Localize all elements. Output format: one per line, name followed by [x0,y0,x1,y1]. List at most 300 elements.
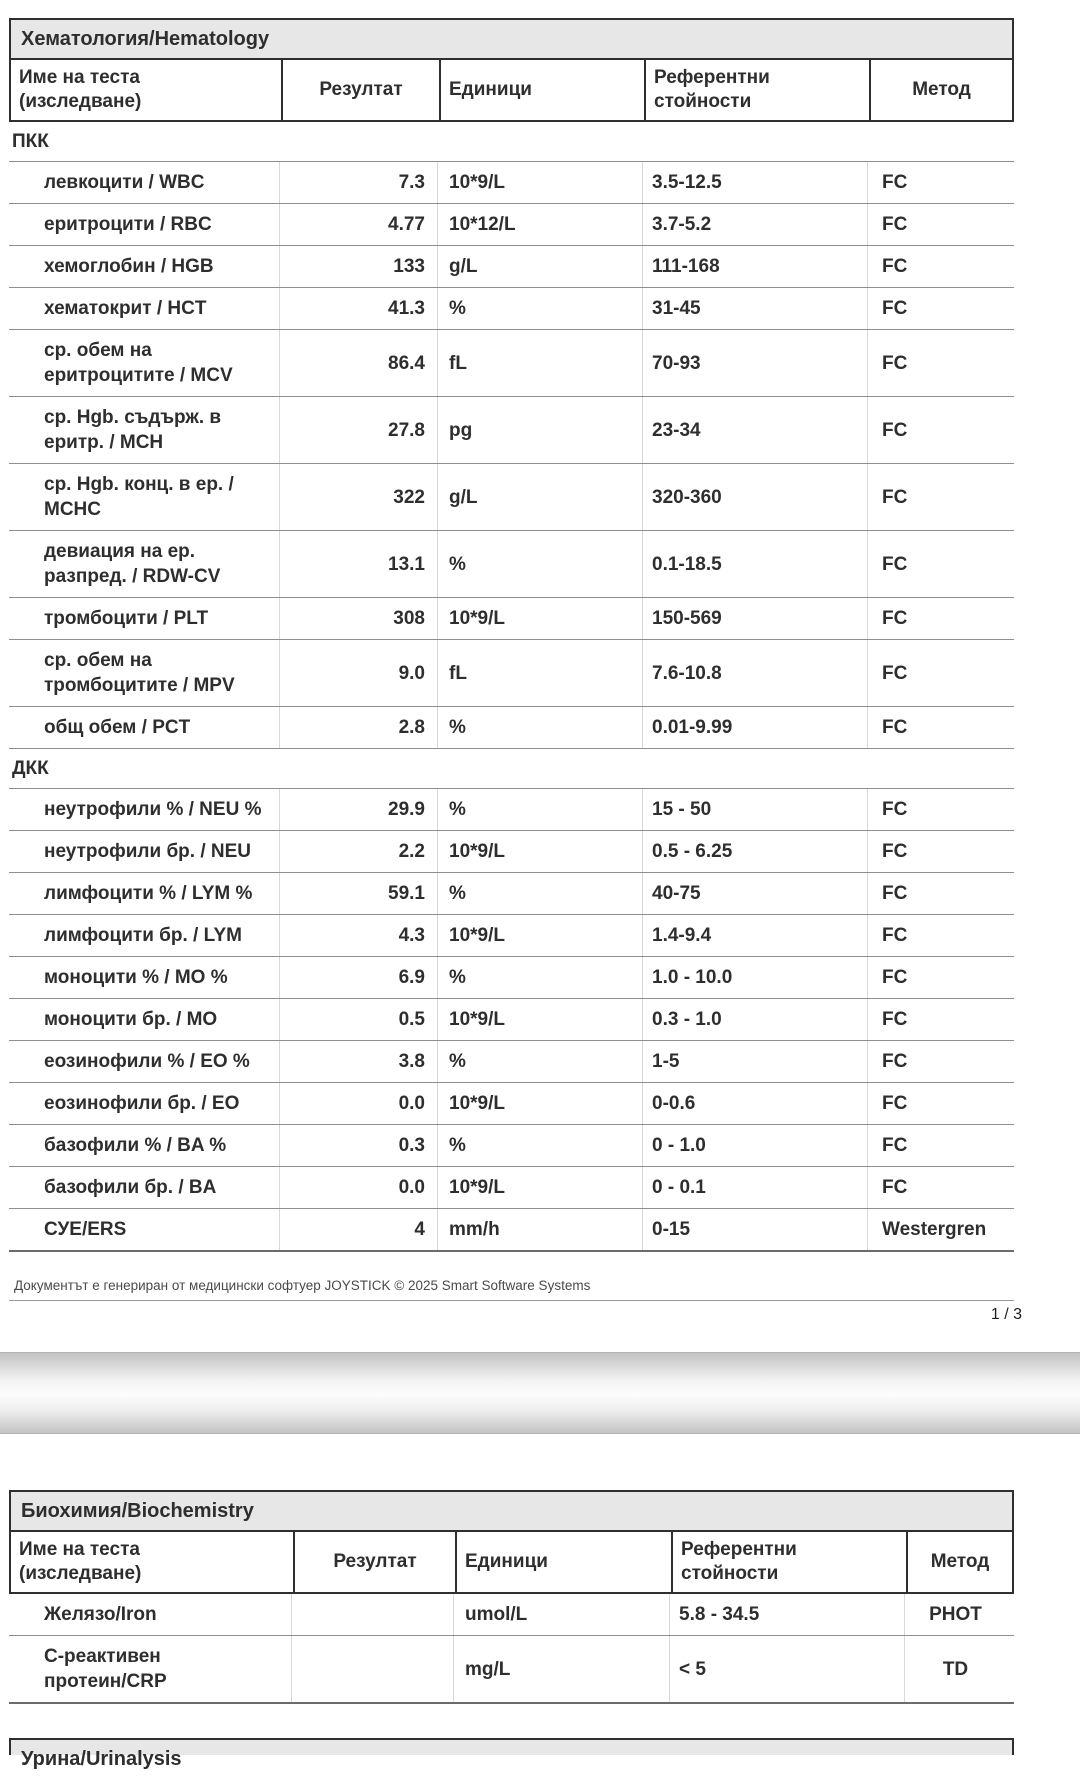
column-header-name [11,60,281,120]
cell-units [453,1636,669,1702]
cell-units [437,640,642,706]
cell-value: 111-168 [652,256,720,277]
cell-ref [642,162,867,203]
column-header-result [293,1532,455,1592]
cell-value: mg/L [465,1658,511,1680]
cell-ref [642,330,867,396]
cell-ref [642,999,867,1040]
cell-value: СУЕ/ERS [44,1219,127,1240]
cell-name [9,789,279,830]
cell-value: 0.3 [398,1135,425,1156]
biochemistry-table [9,1490,1014,1704]
cell-value: % [449,967,466,988]
cell-value: FC [882,1009,908,1030]
cell-result [279,288,437,329]
page-number: 1 / 3 [990,1306,1022,1323]
cell-result [279,640,437,706]
generator-note: Документът е генериран от медицински софтуер JOYSTICK © 2025 Smart Software Systems [14,1278,591,1293]
table-row [9,162,1014,204]
column-header-row [11,60,1012,120]
cell-value: 133 [393,256,425,277]
cell-value: 0.1-18.5 [652,553,722,575]
column-header-method [906,1532,1012,1592]
cell-method [867,162,1014,203]
cell-value: FC [882,799,908,820]
cell-result [279,873,437,914]
cell-value: 10*12/L [449,214,516,235]
hematology-table [9,18,1014,1252]
cell-value: 1-5 [652,1051,680,1072]
cell-name [9,999,279,1040]
cell-value: 322 [393,486,425,508]
cell-value: FC [882,1135,908,1156]
cell-ref [642,288,867,329]
cell-value: FC [882,172,908,193]
cell-value: 1.4-9.4 [652,925,712,946]
cell-value: % [449,799,466,820]
cell-value: FC [882,256,908,277]
cell-name [9,397,279,463]
cell-ref [642,789,867,830]
cell-value: FC [882,967,908,988]
cell-result [279,831,437,872]
cell-name [9,330,279,396]
cell-ref [642,1041,867,1082]
cell-name [9,957,279,998]
cell-value: хематокрит / HCT [44,298,207,319]
cell-ref [642,1209,867,1250]
section-row: ПКК [9,122,1014,162]
cell-value: 10*9/L [449,1093,505,1114]
cell-value: PHOT [929,1604,982,1625]
cell-value: umol/L [465,1604,528,1625]
cell-value: левкоцити / WBC [44,172,205,193]
cell-value: 59.1 [388,883,425,904]
cell-value: 0.5 - 6.25 [652,841,733,862]
cell-value: базофили % / BA % [44,1135,227,1156]
cell-method [867,531,1014,597]
table-row [9,1125,1014,1167]
cell-name [9,1636,291,1702]
cell-ref [642,707,867,748]
cell-name [9,1041,279,1082]
column-header-ref [671,1532,906,1592]
table-row [9,288,1014,330]
cell-result [279,204,437,245]
cell-ref [642,397,867,463]
cell-value: 3.5-12.5 [652,172,722,193]
cell-name [9,915,279,956]
cell-value: базофили бр. / BA [44,1177,217,1198]
column-header-row [11,1532,1012,1592]
table-head [9,1490,1014,1594]
cell-method [867,1167,1014,1208]
table-row [9,789,1014,831]
cell-method [867,873,1014,914]
cell-value: % [449,1135,466,1156]
column-header-units [439,60,644,120]
table-row [9,246,1014,288]
cell-result [279,1041,437,1082]
urinalysis-table-partial [9,1738,1014,1770]
cell-value: 0-15 [652,1219,691,1240]
cell-value: ср. обем на тромбоцитите / MPV [44,650,235,696]
cell-units [437,531,642,597]
cell-ref [642,204,867,245]
cell-value: FC [882,662,908,684]
cell-value: FC [882,298,908,319]
cell-value: 27.8 [388,419,425,441]
cell-units [437,957,642,998]
column-header-name [11,1532,293,1592]
cell-result [279,531,437,597]
cell-name [9,464,279,530]
cell-result [279,1167,437,1208]
cell-name [9,531,279,597]
cell-result [279,957,437,998]
table-row [9,873,1014,915]
cell-value: С-реактивен протеин/CRP [44,1646,167,1692]
cell-value: FC [882,214,908,235]
cell-value: 31-45 [652,298,701,319]
table-row [9,204,1014,246]
cell-method [867,1125,1014,1166]
cell-units [437,707,642,748]
table-row [9,999,1014,1041]
cell-units [437,397,642,463]
cell-value: неутрофили бр. / NEU [44,841,252,862]
cell-value: 7.6-10.8 [652,662,722,684]
cell-ref [642,915,867,956]
cell-value: 0 - 0.1 [652,1177,706,1198]
cell-value: 0.3 - 1.0 [652,1009,722,1030]
cell-value: 10*9/L [449,172,505,193]
cell-value: хемоглобин / HGB [44,256,214,277]
cell-value: еозинофили % / EO % [44,1051,250,1072]
column-header-method [869,60,1012,120]
cell-value: % [449,717,466,738]
cell-name [9,1594,291,1635]
cell-value: % [449,1051,466,1072]
cell-result [279,1083,437,1124]
cell-units [437,831,642,872]
table-row [9,707,1014,749]
cell-ref [642,531,867,597]
column-header-label: Име на теста (изследване) [19,1539,142,1584]
cell-value: 5.8 - 34.5 [679,1604,760,1625]
table-row [9,397,1014,464]
cell-method [867,246,1014,287]
cell-units [437,1083,642,1124]
cell-value: 2.8 [398,717,425,738]
column-header-result [281,60,439,120]
cell-result [291,1636,453,1702]
cell-result [291,1594,453,1635]
cell-value: % [449,883,466,904]
cell-method [867,640,1014,706]
cell-method [867,397,1014,463]
cell-value: FC [882,352,908,374]
cell-value: 41.3 [388,298,425,319]
cell-units [437,464,642,530]
cell-value: 86.4 [388,352,425,374]
cell-value: 7.3 [398,172,425,193]
cell-value: еритроцити / RBC [44,214,212,235]
cell-ref [669,1594,904,1635]
cell-value: FC [882,925,908,946]
cell-result [279,707,437,748]
cell-value: 6.9 [398,967,425,988]
cell-name [9,640,279,706]
cell-value: 9.0 [398,662,425,684]
cell-result [279,999,437,1040]
table-row [9,1594,1014,1636]
cell-value: моноцити % / MO % [44,967,228,988]
cell-ref [669,1636,904,1702]
cell-value: g/L [449,486,478,508]
cell-value: моноцити бр. / MO [44,1009,218,1030]
cell-value: FC [882,1051,908,1072]
table-row [9,330,1014,397]
cell-value: < 5 [679,1658,706,1680]
cell-value: 29.9 [388,799,425,820]
column-header-label: Единици [465,1551,548,1572]
column-header-label: Метод [930,1551,990,1572]
cell-result [279,397,437,463]
cell-value: mm/h [449,1219,500,1240]
cell-value: общ обем / PCT [44,717,191,738]
cell-value: еозинофили бр. / EO [44,1093,240,1114]
cell-ref [642,598,867,639]
cell-name [9,598,279,639]
cell-value: ср. Hgb. съдърж. в еритр. / MCH [44,407,222,453]
cell-value: 0 - 1.0 [652,1135,706,1156]
cell-ref [642,246,867,287]
cell-units [437,1209,642,1250]
cell-units [437,288,642,329]
cell-units [437,204,642,245]
cell-value: ср. Hgb. конц. в ер. / MCHC [44,474,234,520]
column-header-units [455,1532,671,1592]
table-row [9,1209,1014,1252]
cell-units [437,246,642,287]
cell-value: 10*9/L [449,1177,505,1198]
cell-result [279,246,437,287]
cell-method [867,330,1014,396]
cell-value: 320-360 [652,486,722,508]
cell-ref [642,1083,867,1124]
table-row [9,957,1014,999]
cell-name [9,1083,279,1124]
cell-value: тромбоцити / PLT [44,608,209,629]
cell-value: FC [882,717,908,738]
cell-value: Westergren [882,1219,987,1240]
cell-ref [642,640,867,706]
cell-method [867,789,1014,830]
cell-value: 150-569 [652,608,722,629]
table-row [9,464,1014,531]
footer-divider [9,1300,1014,1301]
cell-name [9,246,279,287]
cell-value: pg [449,419,473,441]
table-title: Биохимия/Biochemistry [11,1492,1012,1532]
cell-value: FC [882,1093,908,1114]
cell-value: FC [882,608,908,629]
cell-value: FC [882,419,908,441]
table-row [9,1083,1014,1125]
cell-units [437,999,642,1040]
cell-value: FC [882,883,908,904]
cell-units [437,330,642,396]
cell-units [437,1125,642,1166]
cell-value: 0.5 [398,1009,425,1030]
cell-result [279,789,437,830]
column-header-ref [644,60,869,120]
cell-value: FC [882,553,908,575]
column-header-label: Единици [449,79,532,100]
cell-result [279,915,437,956]
column-header-label: Референтни стойности [654,67,770,112]
cell-units [437,789,642,830]
column-header-label: Резултат [333,1551,417,1572]
cell-method [867,999,1014,1040]
cell-result [279,162,437,203]
cell-ref [642,1167,867,1208]
cell-value: 23-34 [652,419,701,441]
cell-units [437,1041,642,1082]
cell-value: 13.1 [388,553,425,575]
cell-name [9,204,279,245]
cell-value: лимфоцити % / LYM % [44,883,253,904]
cell-value: fL [449,662,467,684]
cell-value: 15 - 50 [652,799,712,820]
cell-method [867,831,1014,872]
cell-method [867,957,1014,998]
cell-value: неутрофили % / NEU % [44,799,262,820]
cell-value: g/L [449,256,478,277]
table-row [9,598,1014,640]
cell-units [437,915,642,956]
table-row [9,1041,1014,1083]
cell-result [279,464,437,530]
table-row [9,1636,1014,1704]
cell-method [867,1041,1014,1082]
cell-method [867,915,1014,956]
cell-value: 0.0 [398,1093,425,1114]
table-row [9,831,1014,873]
cell-method [867,464,1014,530]
cell-result [279,598,437,639]
cell-name [9,707,279,748]
cell-result [279,330,437,396]
cell-value: 3.7-5.2 [652,214,712,235]
cell-name [9,1125,279,1166]
cell-value: ср. обем на еритроцитите / MCV [44,340,233,386]
cell-value: 10*9/L [449,608,505,629]
cell-value: 0.0 [398,1177,425,1198]
cell-value: Желязо/Iron [44,1604,157,1625]
cell-value: лимфоцити бр. / LYM [44,925,242,946]
cell-value: TD [942,1658,969,1680]
cell-method [867,1083,1014,1124]
cell-value: 0-0.6 [652,1093,696,1114]
column-header-label: Метод [912,79,971,100]
cell-name [9,162,279,203]
cell-method [867,598,1014,639]
section-row: ДКК [9,749,1014,789]
cell-ref [642,1125,867,1166]
table-title: Хематология/Hematology [11,20,1012,60]
cell-value: 3.8 [398,1051,425,1072]
cell-ref [642,873,867,914]
cell-value: 4.77 [388,214,425,235]
cell-units [437,162,642,203]
cell-result [279,1209,437,1250]
cell-units [437,873,642,914]
cell-name [9,873,279,914]
cell-value: fL [449,352,467,374]
cell-value: 308 [393,608,425,629]
cell-value: девиация на ер. разпред. / RDW-CV [44,541,221,587]
cell-value: 4 [414,1219,425,1240]
cell-units [437,1167,642,1208]
cell-value: 10*9/L [449,841,505,862]
cell-name [9,1167,279,1208]
cell-value: FC [882,486,908,508]
cell-name [9,288,279,329]
column-header-label: Име на теста (изследване) [19,67,142,112]
cell-ref [642,831,867,872]
cell-value: 40-75 [652,883,701,904]
cell-value: 70-93 [652,352,701,374]
table-row [9,915,1014,957]
cell-value: FC [882,841,908,862]
cell-ref [642,464,867,530]
cell-ref [642,957,867,998]
table-body [9,1594,1014,1704]
column-header-label: Референтни стойности [681,1539,797,1584]
cell-value: 10*9/L [449,925,505,946]
cell-value: 4.3 [398,925,425,946]
cell-value: % [449,553,466,575]
report-page-2 [0,1434,1080,1770]
table-row [9,531,1014,598]
cell-result [279,1125,437,1166]
cell-value: 0.01-9.99 [652,717,733,738]
cell-method [867,707,1014,748]
cell-value: % [449,298,466,319]
cell-value: 1.0 - 10.0 [652,967,733,988]
cell-units [453,1594,669,1635]
cell-units [437,598,642,639]
cell-method [867,204,1014,245]
cell-name [9,1209,279,1250]
cell-value: FC [882,1177,908,1198]
cell-method [867,288,1014,329]
table-body [9,122,1014,1252]
column-header-label: Резултат [319,79,403,100]
cell-method [904,1636,1014,1702]
cell-method [904,1594,1014,1635]
page-break-divider [0,1352,1080,1434]
table-row [9,640,1014,707]
cell-name [9,831,279,872]
cell-value: 10*9/L [449,1009,505,1030]
table-head [9,18,1014,122]
cell-value: 2.2 [398,841,425,862]
table-title: Урина/Urinalysis [21,1748,182,1770]
table-row [9,1167,1014,1209]
